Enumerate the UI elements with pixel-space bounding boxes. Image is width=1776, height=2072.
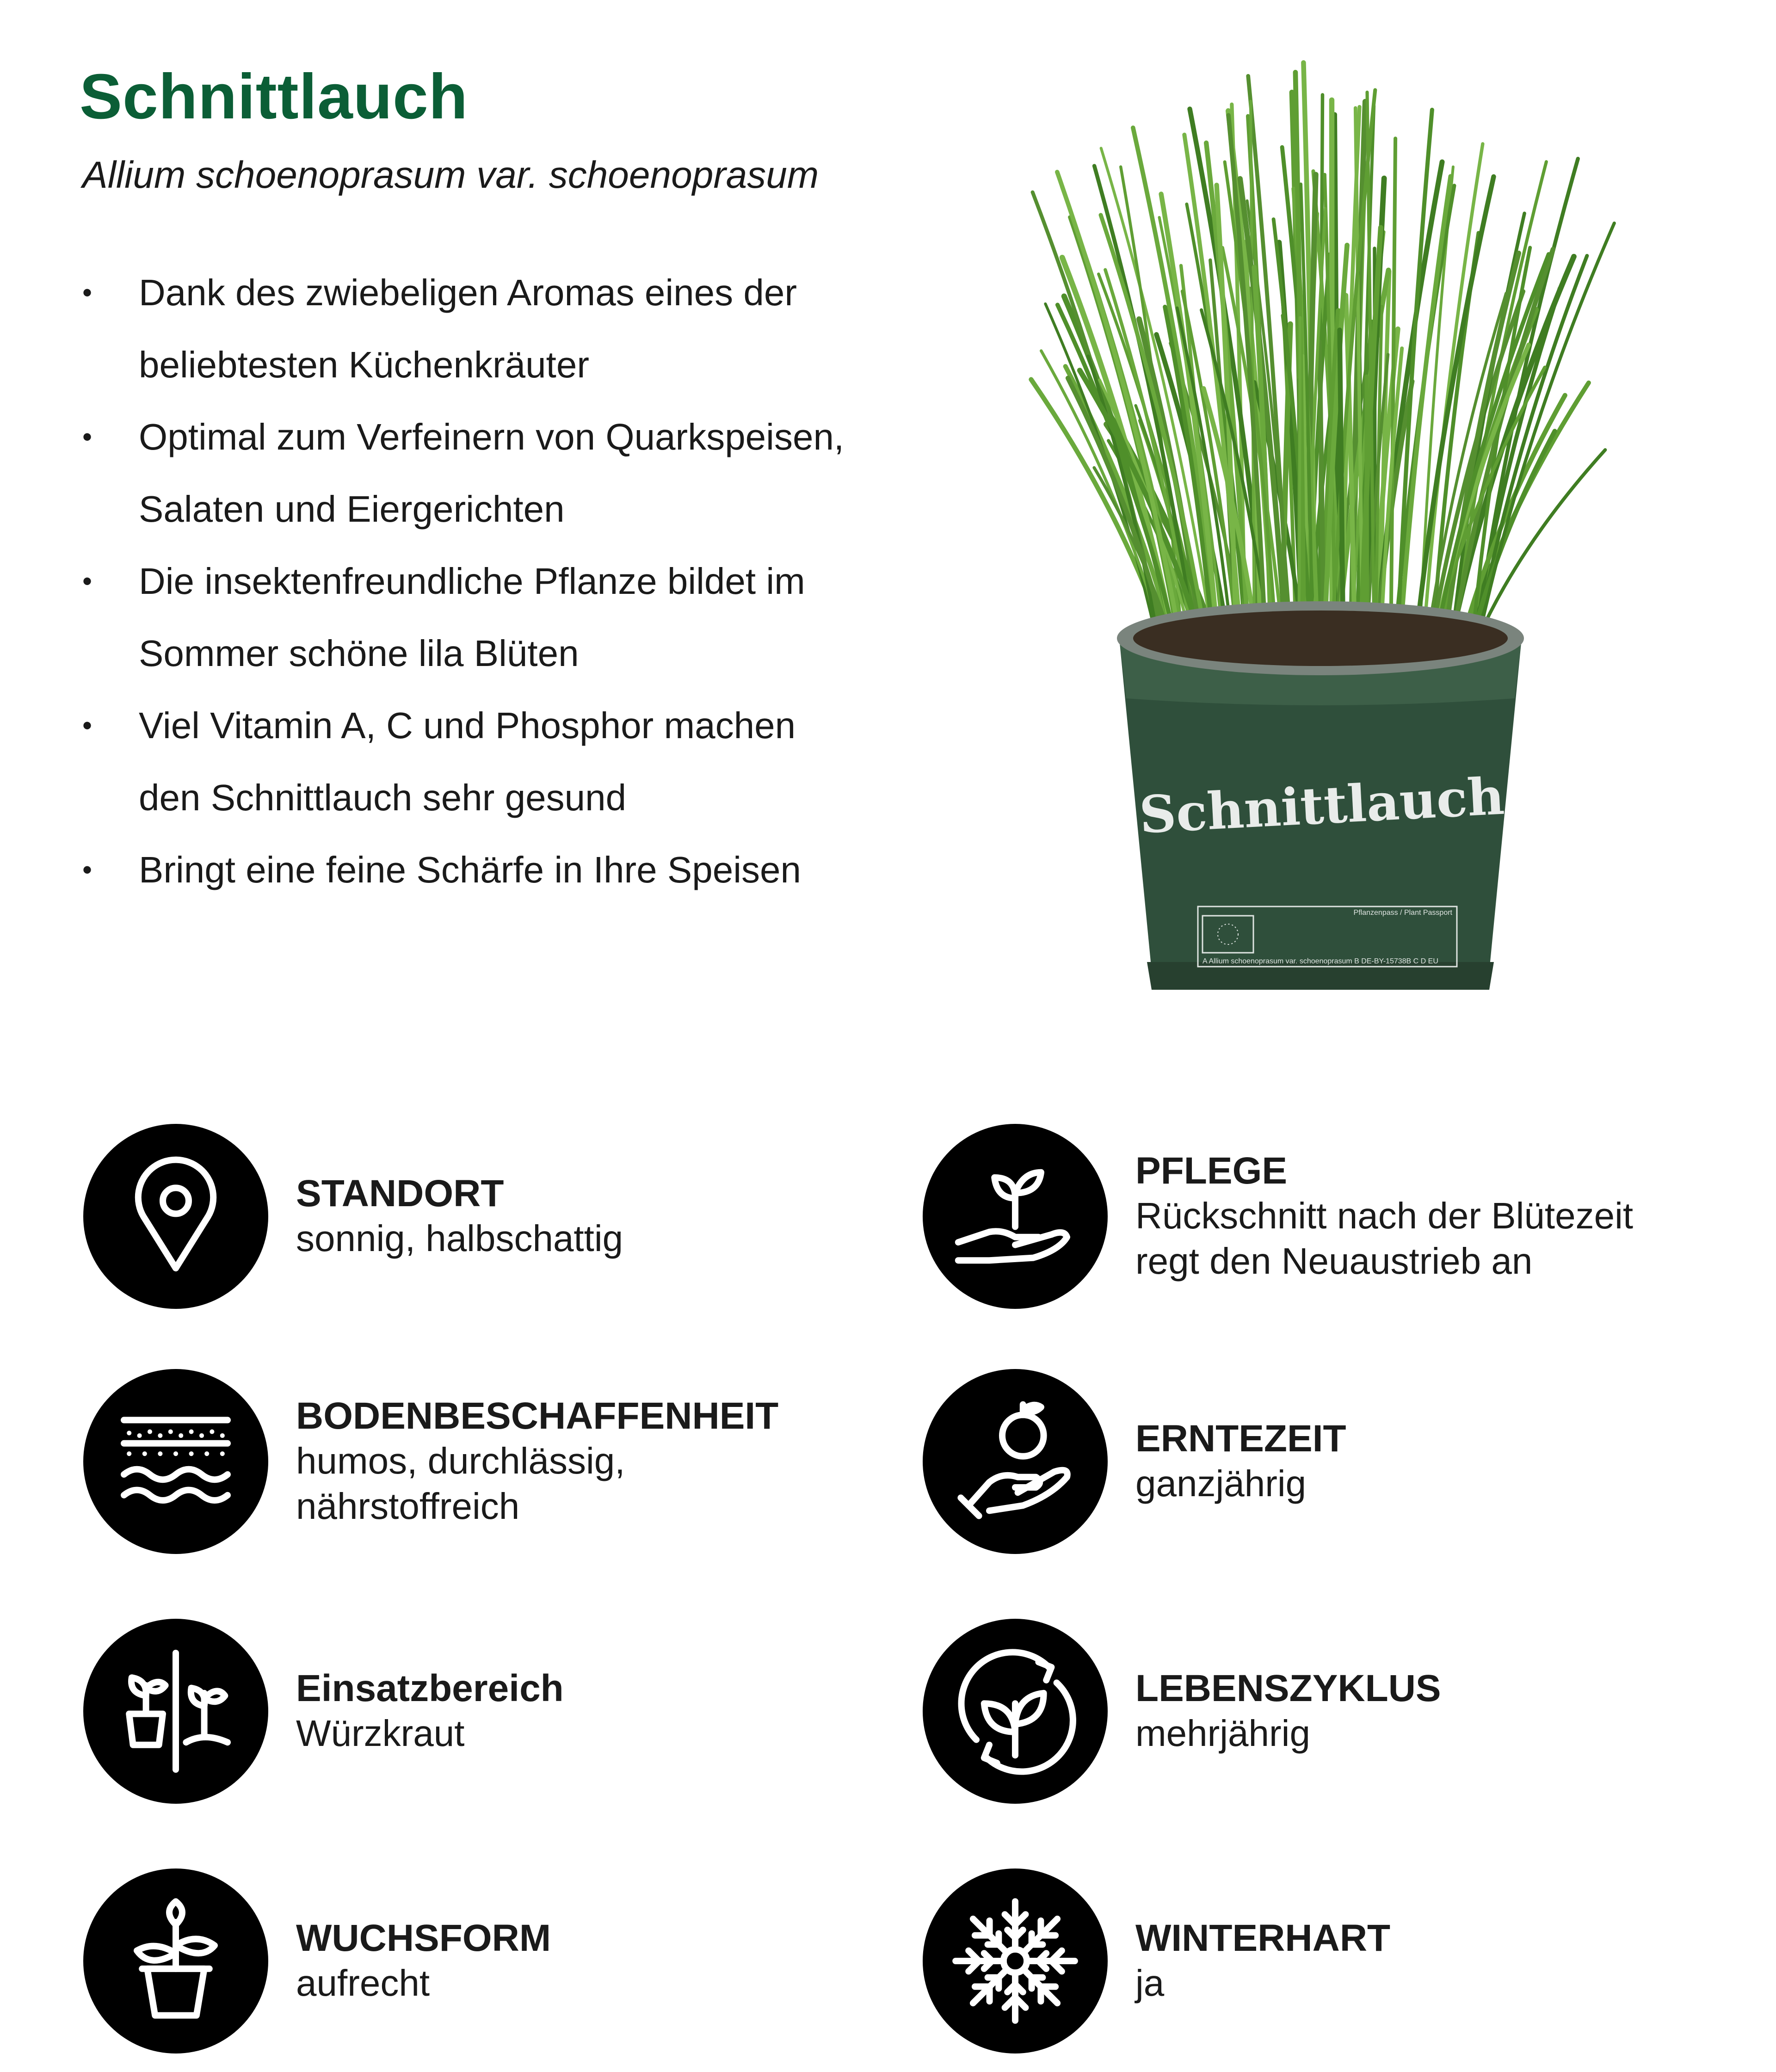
feature-winterhart [923,1868,1390,2054]
chive-leaf [1299,318,1300,638]
potted-plant-icon [83,1868,268,2054]
feature-label: STANDORT [296,1172,504,1215]
feature-standort [83,1124,623,1309]
feature-value: Würzkraut [296,1713,465,1754]
feature-value: ganzjährig [1135,1463,1307,1504]
bullet-item: • Dank des zwiebeligen Aromas eines der beliebtesten Küchenkräuter [79,257,842,401]
feature-label: WINTERHART [1135,1917,1391,1959]
feature-lebenszyklus [923,1619,1441,1804]
feature-label: PFLEGE [1135,1150,1288,1192]
feature-value: Rückschnitt nach der Blütezeit [1135,1195,1634,1236]
pot-and-ground-plant-icon [83,1619,268,1804]
feature-value: nährstoffreich [296,1486,520,1527]
feature-label: Einsatzbereich [296,1667,564,1709]
hand-seedling-icon [923,1124,1108,1309]
feature-pflege [923,1124,1633,1309]
feature-value: aufrecht [296,1962,430,2004]
feature-label: WUCHSFORM [296,1917,551,1959]
bullet-item: • Viel Vitamin A, C und Phosphor machen den Schnittlauch sehr gesund [79,690,842,834]
feature-value: humos, durchlässig, [296,1440,625,1481]
plant-cycle-icon [923,1619,1108,1804]
feature-value: regt den Neuaustrieb an [1135,1240,1533,1282]
location-pin-icon [83,1124,268,1309]
feature-bodenbeschaffenheit [83,1369,778,1554]
feature-value: sonnig, halbschattig [296,1218,623,1259]
snowflake-icon [923,1868,1108,2054]
plant-pot [1117,601,1524,990]
feature-label: BODENBESCHAFFENHEIT [296,1395,779,1437]
soil-layers-icon [83,1369,268,1554]
feature-wuchsform [83,1868,551,2054]
feature-value: ja [1135,1962,1165,2004]
feature-label: ERNTEZEIT [1135,1418,1346,1460]
chive-leaf [1391,138,1395,638]
pot-label: Schnittlauch [1138,766,1506,845]
feature-einsatzbereich [83,1619,564,1804]
feature-bullet-list [79,257,957,906]
bullet-item: • Bringt eine feine Schärfe in Ihre Speisen [79,834,925,906]
feature-value: mehrjährig [1135,1713,1310,1754]
plant-passport-line: A Allium schoenoprasum var. schoenoprasum B DE-BY-15738B C D EU [1202,957,1438,965]
feature-erntezeit [923,1369,1346,1554]
feature-label: LEBENSZYKLUS [1135,1667,1441,1709]
product-image [1008,37,1646,1031]
chive-leaves [1031,62,1614,638]
hand-fruit-icon [923,1369,1108,1554]
botanical-name: Allium schoenoprasum var. schoenoprasum [82,154,819,196]
bullet-item: • Die insektenfreundliche Pflanze bildet im Sommer schöne lila Blüten [79,545,860,690]
plant-passport-title: Pflanzenpass / Plant Passport [1353,909,1452,917]
bullet-item: • Optimal zum Verfeinern von Quarkspeisen, Salaten und Eiergerichten [79,401,888,545]
page-title: Schnittlauch [80,61,469,132]
